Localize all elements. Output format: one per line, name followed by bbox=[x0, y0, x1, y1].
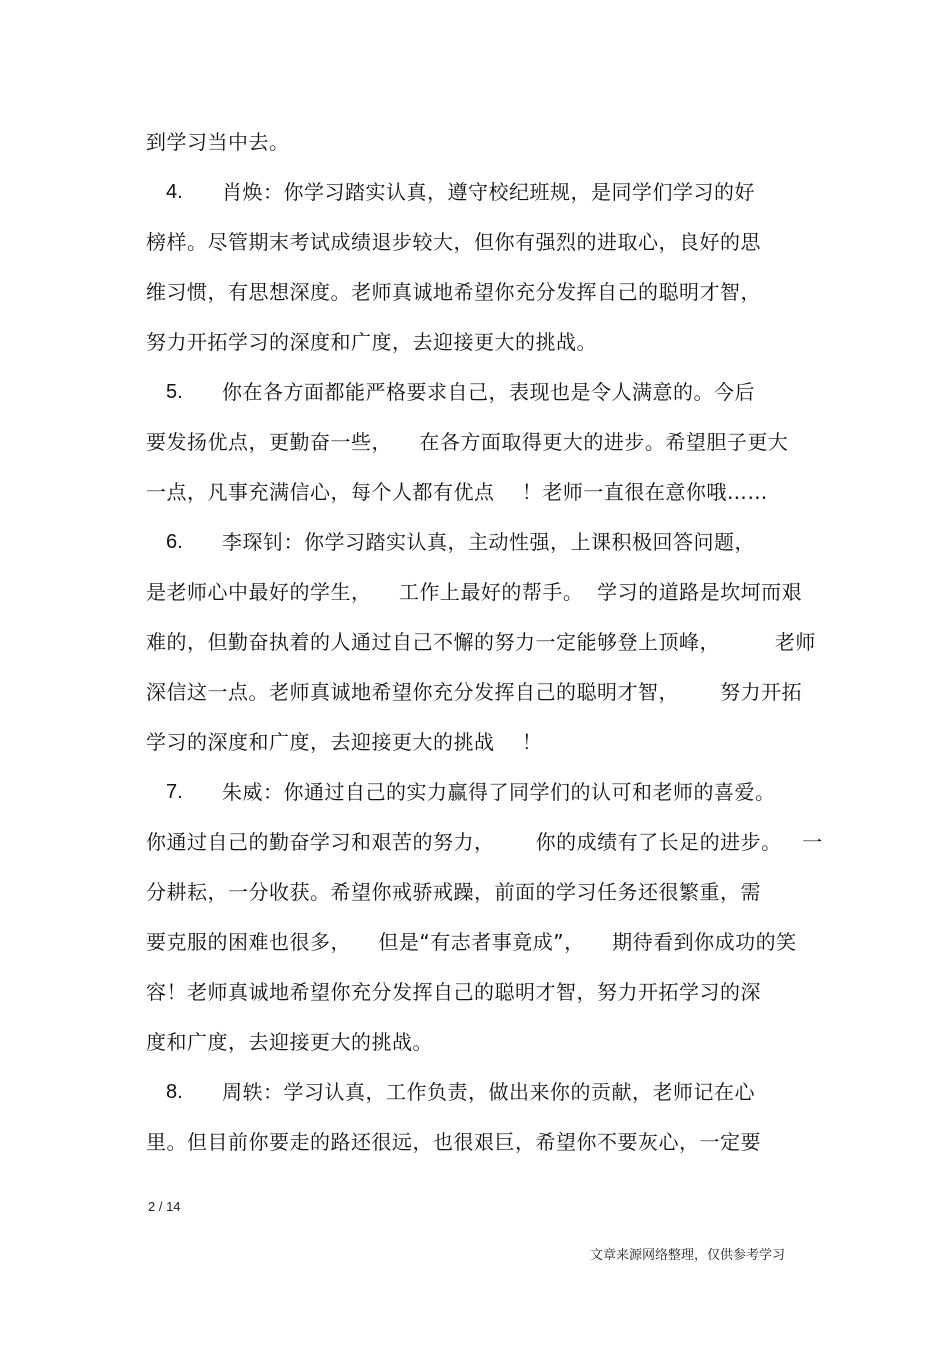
paragraph-line: 周轶：学习认真，工作负责，做出来你的贡献，老师记在心 bbox=[222, 1080, 755, 1104]
list-number: 5. bbox=[166, 381, 183, 403]
list-number: 6. bbox=[166, 531, 183, 553]
list-number: 7. bbox=[166, 781, 183, 803]
paragraph-line: 李琛钊：你学习踏实认真，主动性强，上课积极回答问题， bbox=[222, 530, 755, 554]
paragraph-line: 度和广度，去迎接更大的挑战。 bbox=[146, 1030, 433, 1054]
paragraph-line: 一点，凡事充满信心，每个人都有优点 ！老师一直很在意你哦…… bbox=[146, 480, 768, 504]
paragraph-line: 要克服的困难也很多， 但是“有志者事竟成”， 期待看到你成功的笑 bbox=[146, 930, 797, 954]
paragraph-line: 深信这一点。老师真诚地希望你充分发挥自己的聪明才智， 努力开拓 bbox=[146, 680, 803, 704]
paragraph-line: 难的，但勤奋执着的人通过自己不懈的努力一定能够登上顶峰， 老师 bbox=[146, 630, 816, 654]
paragraph-line: 你在各方面都能严格要求自己，表现也是令人满意的。今后 bbox=[222, 380, 755, 404]
paragraph-line: 要发扬优点，更勤奋一些， 在各方面取得更大的进步。希望胆子更大 bbox=[146, 430, 789, 454]
paragraph-line: 分耕耘，一分收获。希望你戒骄戒躁，前面的学习任务还很繁重，需 bbox=[146, 880, 761, 904]
paragraph-line: 你通过自己的勤奋学习和艰苦的努力， 你的成绩有了长足的进步。 一 bbox=[146, 830, 823, 854]
paragraph-line: 榜样。尽管期末考试成绩退步较大，但你有强烈的进取心，良好的思 bbox=[146, 230, 761, 254]
paragraph-line: 努力开拓学习的深度和广度，去迎接更大的挑战。 bbox=[146, 330, 597, 354]
paragraph-line: 维习惯，有思想深度。老师真诚地希望你充分发挥自己的聪明才智， bbox=[146, 280, 761, 304]
paragraph-line: 是老师心中最好的学生， 工作上最好的帮手。 学习的道路是坎坷而艰 bbox=[146, 580, 803, 604]
list-number: 4. bbox=[166, 181, 183, 203]
footer-note: 文章来源网络整理，仅供参考学习 bbox=[590, 1248, 786, 1263]
paragraph-line: 学习的深度和广度，去迎接更大的挑战 ！ bbox=[146, 730, 543, 754]
paragraph-line: 肖焕：你学习踏实认真，遵守校纪班规，是同学们学习的好 bbox=[222, 180, 755, 204]
paragraph-line: 到学习当中去。 bbox=[146, 130, 290, 154]
paragraph-line: 里。但目前你要走的路还很远，也很艰巨，希望你不要灰心，一定要 bbox=[146, 1130, 761, 1154]
page-number: 2 / 14 bbox=[148, 1199, 181, 1214]
paragraph-line: 容！老师真诚地希望你充分发挥自己的聪明才智，努力开拓学习的深 bbox=[146, 980, 761, 1004]
list-number: 8. bbox=[166, 1081, 183, 1103]
paragraph-line: 朱威：你通过自己的实力赢得了同学们的认可和老师的喜爱。 bbox=[222, 780, 776, 804]
